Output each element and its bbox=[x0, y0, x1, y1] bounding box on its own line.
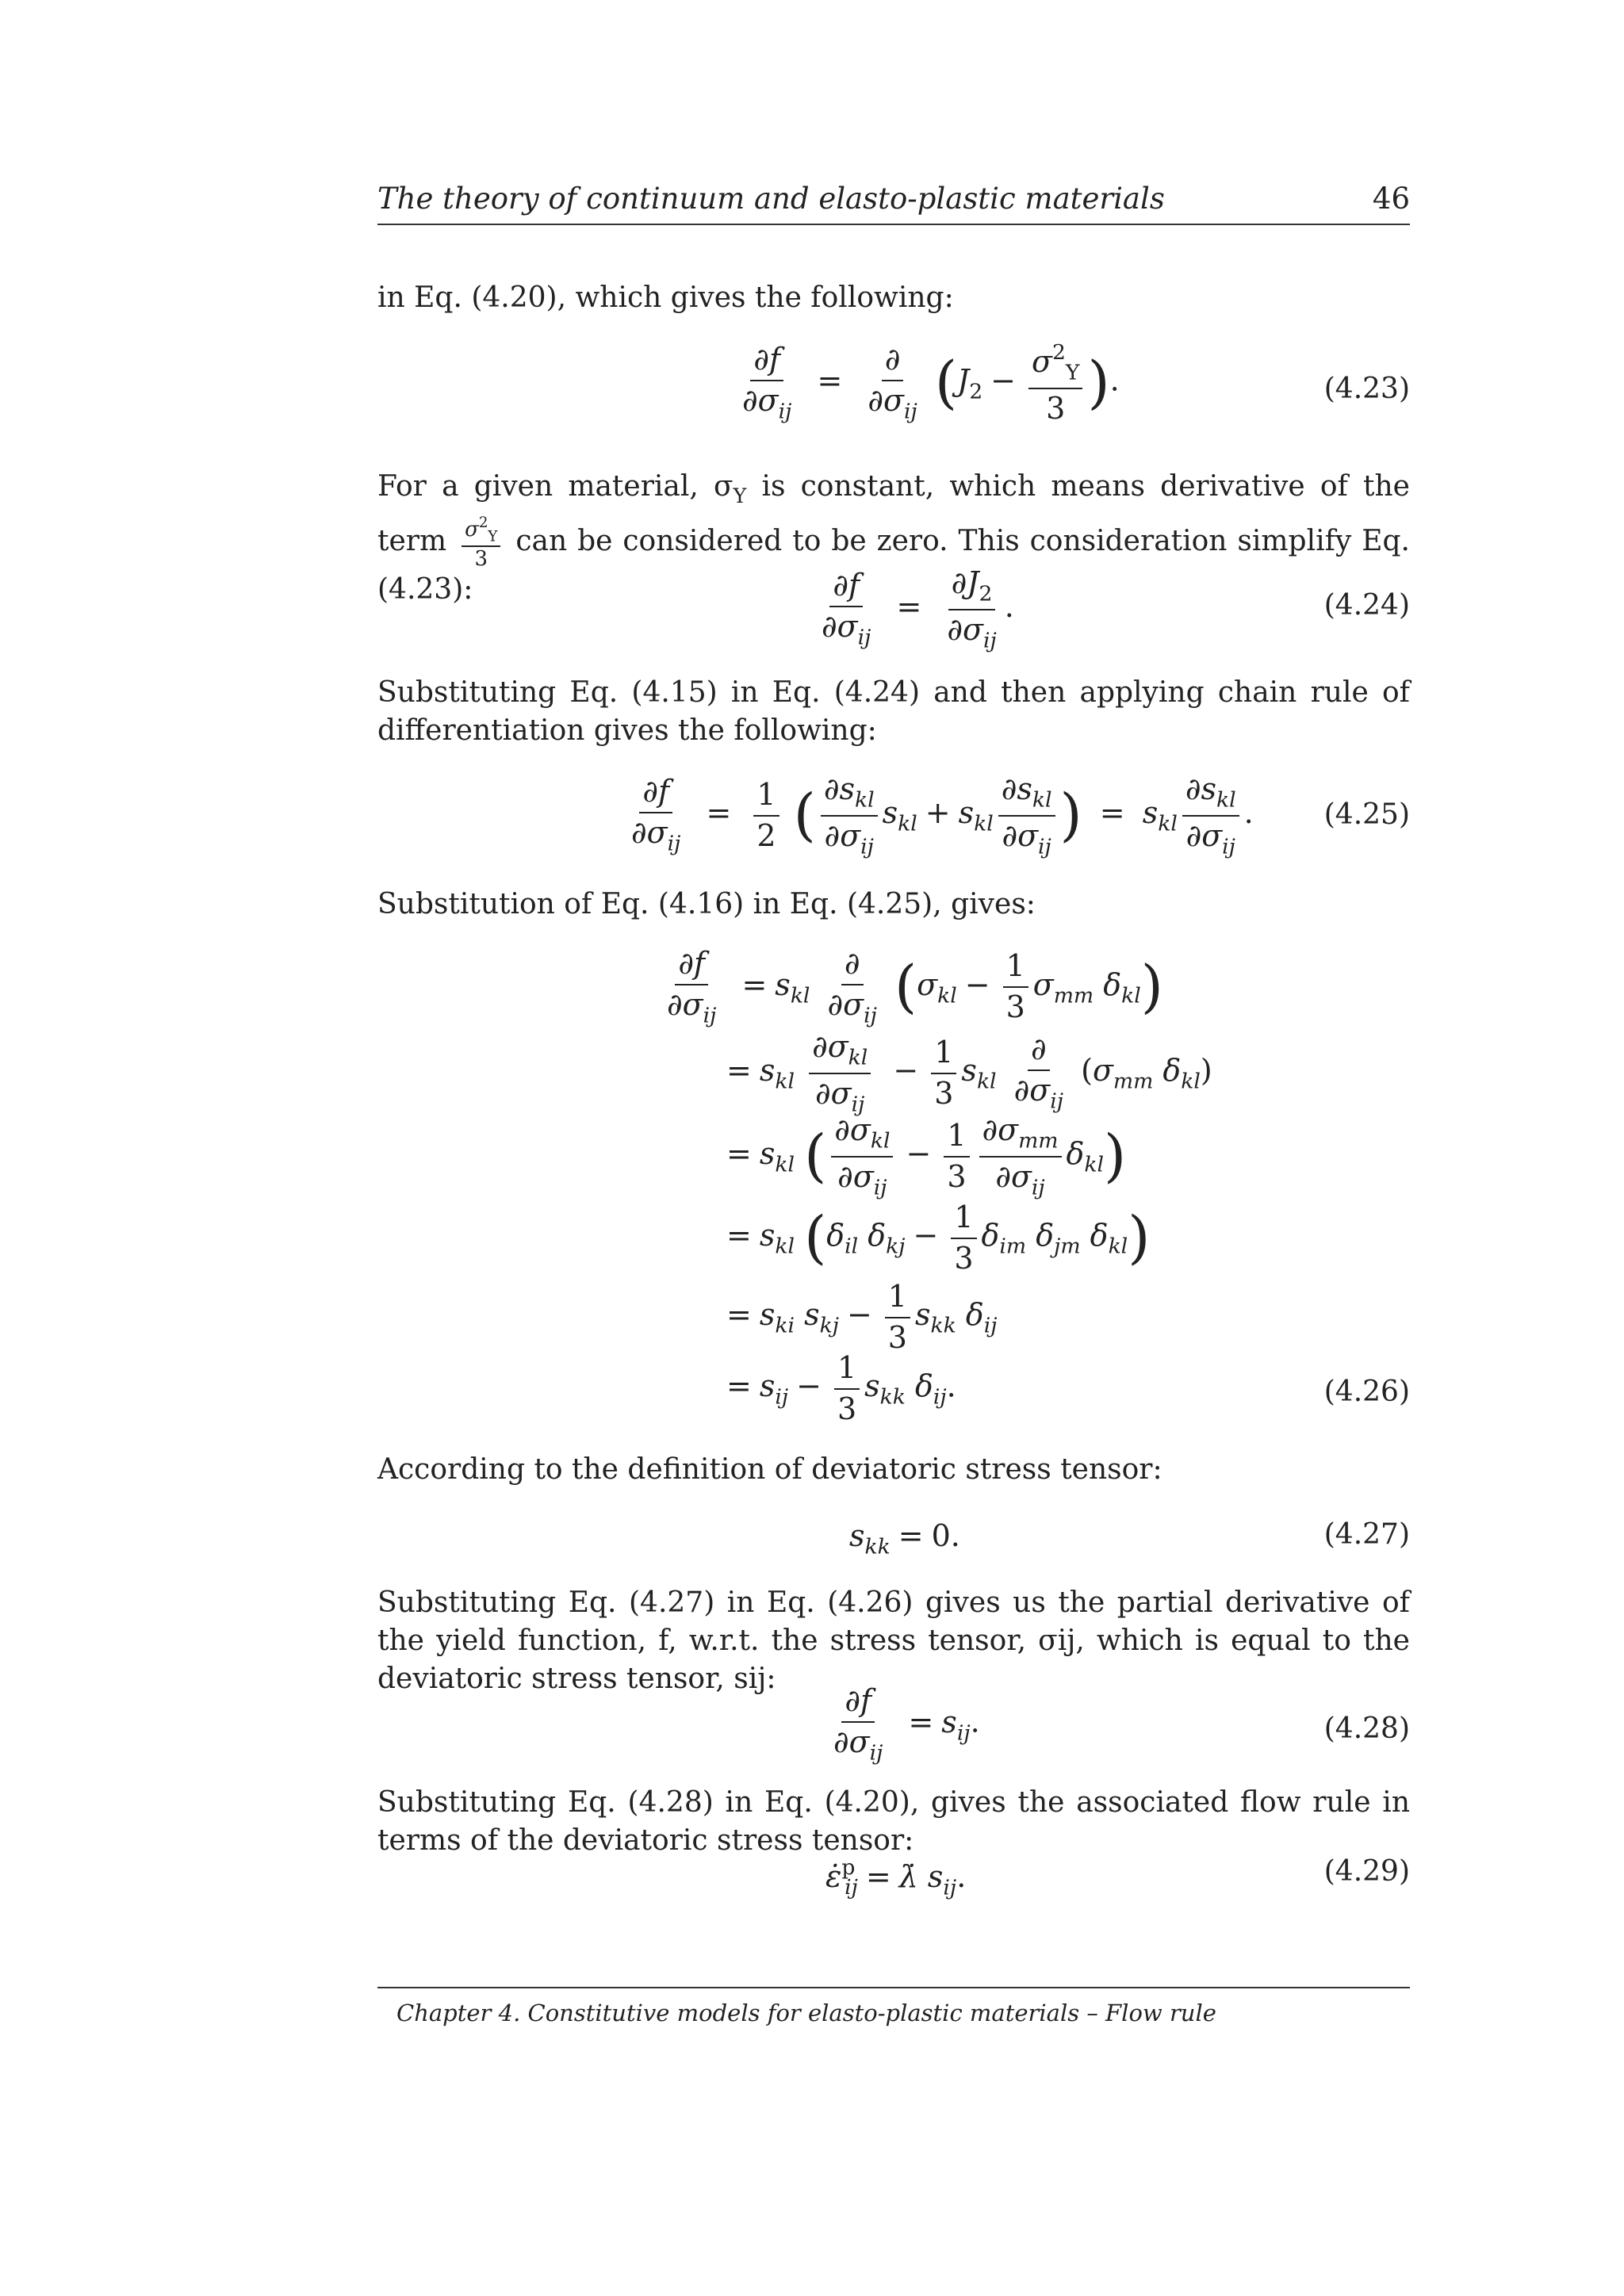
equation-4-25 bbox=[377, 773, 1410, 860]
equation-4-25-body: $\frac{\partial f}{\partial\sigma_{ij}}$ = $\frac{1}{2}$ ( $\frac{\partial s_{kl}}{\partial\sigma_{ij}}$ $s_{kl} + s_{kl}$ $\frac{\partial s_{kl}}{\partial\sigma_{ij}}$ ) = $s_{kl}$ $\frac{\partial s_{kl}}{\partial\sigma_{ij}}$ . bbox=[631, 771, 1254, 859]
paragraph-5: According to the definition of deviatoric stress tensor: bbox=[377, 1453, 1162, 1486]
equation-number-4-25: (4.25) bbox=[1323, 798, 1410, 831]
eq26-line-5: = $s_{ki}$ $s_{kj}$ − $\frac{1}{3}$ $s_{kk}$ $\delta_{ij}$ bbox=[726, 1279, 998, 1355]
equation-number-4-29: (4.29) bbox=[1323, 1855, 1410, 1888]
equation-number-4-23: (4.23) bbox=[1323, 373, 1410, 405]
eq26-line-2: = $s_{kl}$ $\frac{\partial\sigma_{kl}}{\partial\sigma_{ij}}$ − $\frac{1}{3}$ $s_{kl}$ $\frac{\partial}{\partial\sigma_{ij}}$ ($\sigma_{mm}$ $\delta_{kl}$) bbox=[726, 1029, 1212, 1116]
equation-4-27-body: $s_{kk} = 0$. bbox=[849, 1518, 960, 1559]
paragraph-2-sigma-subscript: Y bbox=[733, 484, 747, 507]
equation-number-4-27: (4.27) bbox=[1323, 1518, 1410, 1551]
equation-number-4-26: (4.26) bbox=[1323, 1376, 1410, 1408]
paragraph-2-part-c: is constant, which means derivative of the term bbox=[377, 470, 1410, 557]
equation-number-4-24: (4.24) bbox=[1323, 589, 1410, 622]
paragraph-1: in Eq. (4.20), which gives the following: bbox=[377, 281, 954, 314]
page-number: 46 bbox=[1372, 182, 1410, 216]
eq26-line-6: = $s_{ij}$ − $\frac{1}{3}$ $s_{kk}$ $\delta_{ij}$. bbox=[726, 1350, 956, 1426]
eq26-line-3: = $s_{kl}$ ( $\frac{\partial\sigma_{kl}}{\partial\sigma_{ij}}$ − $\frac{1}{3}$ $\frac{\partial\sigma_{mm}}{\partial\sigma_{ij}}$ $\delta_{kl}$) bbox=[726, 1112, 1127, 1200]
equation-4-28 bbox=[377, 1685, 1410, 1772]
sigma-y-squared-over-3: $\frac{\sigma^2_Y}{3}$ bbox=[462, 515, 500, 571]
equation-4-23-body: $\frac{\partial f}{\partial\sigma_{ij}}$ = $\frac{\partial}{\partial\sigma_{ij}}$ ($J_2$ − $\frac{\sigma^2_Y}{3}$ ). bbox=[742, 340, 1120, 426]
equation-4-24-body: $\frac{\partial f}{\partial\sigma_{ij}}$ = $\frac{\partial J_2}{\partial\sigma_{ij}}$ . bbox=[822, 565, 1014, 652]
equation-4-23 bbox=[377, 341, 1410, 428]
equation-4-24 bbox=[377, 567, 1410, 654]
equation-4-29-body: ε̇$^p_{ij}$ = λ̇ $s_{ij}$. bbox=[825, 1855, 967, 1900]
paragraph-4: Substitution of Eq. (4.16) in Eq. (4.25), gives: bbox=[377, 888, 1036, 920]
paragraph-6: Substituting Eq. (4.27) in Eq. (4.26) gives us the partial derivative of the yield function, f, w.r.t. the stress tensor, σij, which is equal to the deviatoric stress tensor, sij: bbox=[377, 1586, 1410, 1695]
paragraph-3: Substituting Eq. (4.15) in Eq. (4.24) and then applying chain rule of differentiation gives the following: bbox=[377, 676, 1410, 747]
running-title: The theory of continuum and elasto-plastic materials bbox=[377, 182, 1165, 216]
equation-4-29 bbox=[377, 1855, 1410, 1900]
eq26-line-4: = $s_{kl}$ ($\delta_{il}$ $\delta_{kj}$ − $\frac{1}{3}$ $\delta_{im}$ $\delta_{jm}$ $\delta_{kl}$) bbox=[726, 1200, 1151, 1276]
equation-number-4-28: (4.28) bbox=[1323, 1712, 1410, 1745]
paragraph-7: Substituting Eq. (4.28) in Eq. (4.20), gives the associated flow rule in terms of the deviatoric stress tensor: bbox=[377, 1786, 1410, 1857]
eq26-line-1: $\frac{\partial f}{\partial\sigma_{ij}}$ = $s_{kl}$ $\frac{\partial}{\partial\sigma_{ij}}$ ($\sigma_{kl}$ − $\frac{1}{3}$ $\sigma_{mm}$ $\delta_{kl}$) bbox=[667, 946, 1163, 1028]
paragraph-2-part-d: can be considered to be zero. This consideration simplify Eq. (4.23): bbox=[377, 524, 1410, 606]
equation-4-27 bbox=[377, 1518, 1410, 1558]
footer-rule bbox=[377, 1987, 1410, 1988]
equation-4-26 bbox=[377, 946, 1410, 1426]
running-head bbox=[377, 179, 1410, 225]
footer-text: Chapter 4. Constitutive models for elasto-plastic materials – Flow rule bbox=[396, 1999, 1216, 2026]
equation-4-28-body: $\frac{\partial f}{\partial\sigma_{ij}}$ = $s_{ij}$. bbox=[833, 1683, 980, 1766]
paragraph-2-part-a: For a given material, σ bbox=[377, 470, 733, 503]
